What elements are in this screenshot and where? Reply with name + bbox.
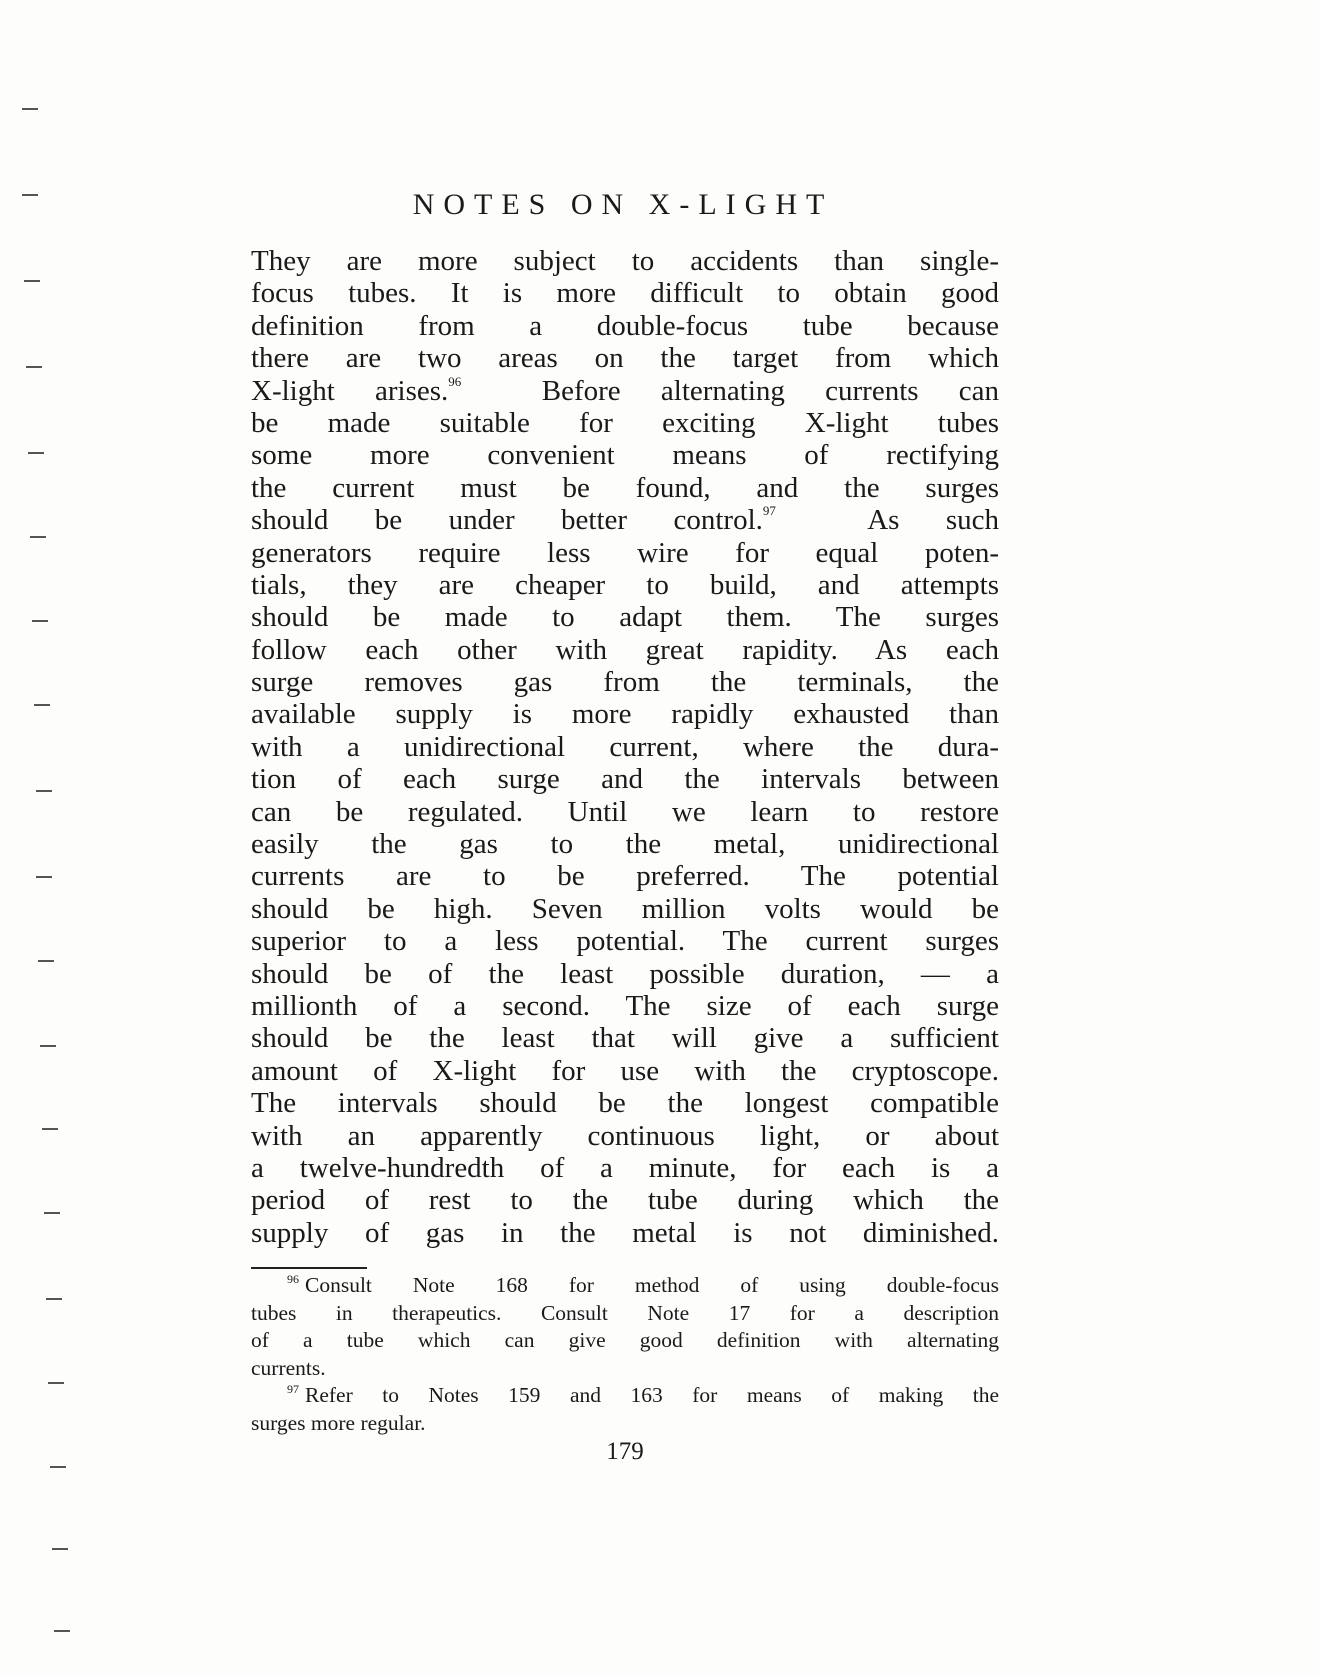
text-line: They are more subject to accidents than single- [251,245,999,277]
footnote-96-line [251,1272,999,1300]
margin-tick [32,620,48,622]
body-paragraph [251,245,999,1249]
text-line: period of rest to the tube during which the [251,1184,999,1217]
text-line: be made suitable for exciting X-light tubes [251,406,999,439]
text-line: focus tubes. It is more difficult to obtain good [251,277,999,310]
margin-tick [44,1212,60,1214]
margin-tick [24,280,40,282]
footnote-97-line [251,1382,999,1410]
margin-tick [42,1128,58,1130]
text-line: with a unidirectional current, where the dura- [251,730,999,763]
text-line: generators require less wire for equal poten- [251,536,999,569]
text-segment: Refer to Notes 159 and 163 for means of making the [305,1383,999,1407]
margin-tick [52,1548,68,1550]
margin-tick [30,536,46,538]
text-line: currents are to be preferred. The potential [251,860,999,893]
text-line: surge removes gas from the terminals, the [251,666,999,699]
footnote-mark-96: 96 [287,1272,299,1286]
text-line: The intervals should be the longest compatible [251,1087,999,1120]
footnote-divider [251,1267,367,1269]
text-segment: Consult Note 168 for method of using double-focus [305,1273,999,1297]
text-line: should be made to adapt them. The surges [251,601,999,634]
text-line: with an apparently continuous light, or about [251,1119,999,1152]
text-segment: X-light arises. [251,374,449,407]
text-line: should be of the least possible duration, — a [251,957,999,990]
margin-tick [48,1382,64,1384]
text-line: tion of each surge and the intervals between [251,763,999,796]
margin-tick [26,366,42,368]
margin-tick [22,194,38,196]
binding-margin-marks [0,0,60,1676]
text-segment: Before alternating currents can [541,374,999,407]
text-segment: As such [867,504,999,537]
text-line: superior to a less potential. The current surges [251,925,999,958]
margin-tick [38,960,54,962]
footnote-96-line: of a tube which can give good definition with alternating [251,1328,999,1352]
margin-tick [54,1630,70,1632]
margin-tick [34,704,50,706]
footnote-96-line: currents. [251,1355,326,1380]
text-line: should be the least that will give a sufficient [251,1022,999,1055]
margin-tick [50,1466,66,1468]
footnote-mark-97: 97 [287,1382,299,1396]
text-line: supply of gas in the metal is not diminished. [251,1216,999,1249]
margin-tick [28,452,44,454]
margin-tick [46,1298,62,1300]
footnotes [251,1272,999,1437]
footnote-ref-97[interactable]: 97 [762,504,776,519]
text-line: follow each other with great rapidity. As each [251,633,999,666]
text-line-with-note-97 [251,504,999,536]
text-line: should be high. Seven million volts would be [251,892,999,925]
page-number: 179 [606,1438,644,1465]
running-header: NOTES ON X-LIGHT [412,188,834,221]
footnote-97-line: surges more regular. [251,1410,426,1435]
text-line: can be regulated. Until we learn to restore [251,795,999,828]
text-line: tials, they are cheaper to build, and attempts [251,568,999,601]
text-line: available supply is more rapidly exhausted than [251,698,999,731]
text-line: the current must be found, and the surges [251,471,999,504]
text-line: easily the gas to the metal, unidirectional [251,828,999,861]
margin-tick [40,1045,56,1047]
text-line: there are two areas on the target from which [251,342,999,375]
text-segment: should be under better control. [251,504,763,537]
margin-tick [22,108,38,110]
text-line: amount of X-light for use with the cryptoscope. [251,1054,999,1087]
margin-tick [36,790,52,792]
margin-tick [36,876,52,878]
text-line: millionth of a second. The size of each surge [251,989,999,1022]
text-line: definition from a double-focus tube because [251,309,999,342]
text-line: a twelve-hundredth of a minute, for each is a [251,1151,999,1184]
text-line: some more convenient means of rectifying [251,439,999,472]
footnote-96-line: tubes in therapeutics. Consult Note 17 for a description [251,1300,999,1325]
footnote-ref-96[interactable]: 96 [448,374,462,389]
text-line-with-note-96 [251,375,999,407]
